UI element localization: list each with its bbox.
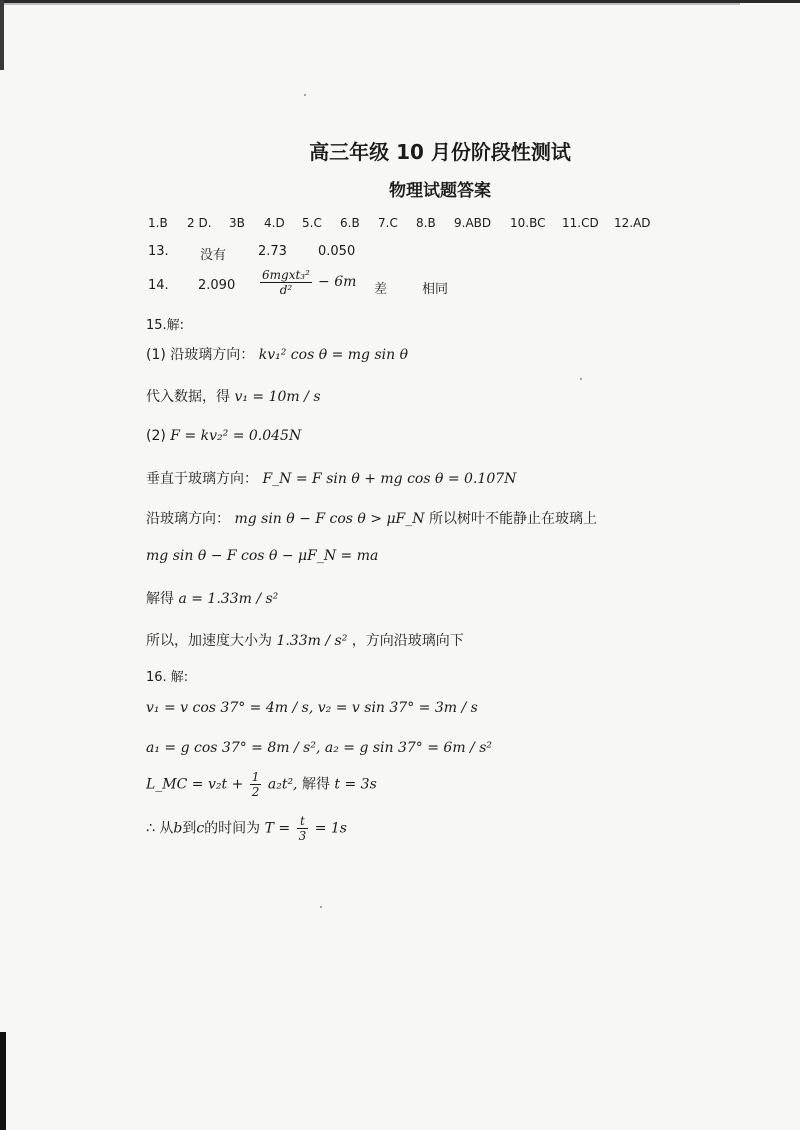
q16-line-4-text-a: ∴ 从 [146, 820, 174, 837]
q16-line-2 [146, 740, 492, 756]
q15-line-2-equation: v₁ = 10m / s [234, 389, 321, 405]
mc-answer: 6.B [340, 216, 360, 230]
q15-line-1-equation: kv₁² cos θ = mg sin θ [258, 347, 409, 363]
q16-line-3-fraction [250, 770, 262, 799]
mc-answer: 1.B [148, 216, 168, 230]
q15-line-5-conclusion: 所以树叶不能静止在玻璃上 [428, 511, 597, 527]
scan-speck [320, 906, 322, 908]
scan-edge-left [0, 0, 4, 70]
q15-line-3-text: (2) [146, 428, 166, 444]
q15-heading: 15.解: [146, 318, 185, 333]
q16-line-3-fraction-numerator: 1 [251, 770, 260, 784]
q14-fraction-denominator: d² [279, 283, 293, 297]
q16-line-2-equation: a₁ = g cos 37° = 8m / s², a₂ = g sin 37° = 6m / s² [146, 740, 493, 756]
q15-line-1-text: (1) 沿玻璃方向： [146, 347, 255, 363]
q15-line-8-conclusion: ，方向沿玻璃向下 [351, 633, 464, 649]
q16-line-3-text: 解得 [301, 776, 330, 793]
scan-speck [304, 94, 306, 96]
q15-line-7-text: 解得 [146, 591, 174, 607]
q16-line-1 [146, 700, 478, 716]
q13-answer-3: 0.050 [318, 244, 356, 259]
q15-line-6 [146, 548, 378, 564]
q15-line-2 [146, 386, 321, 406]
q16-line-3-result: t = 3s [334, 776, 377, 793]
q15-line-2-text: 代入数据，得 [146, 389, 230, 405]
q15-line-6-equation: mg sin θ − F cos θ − μF_N = ma [146, 548, 379, 564]
q15-line-8-text: 所以，加速度大小为 [146, 633, 272, 649]
q16-line-4-fraction-numerator: t [297, 814, 309, 829]
q15-line-5-text: 沿玻璃方向： [146, 511, 230, 527]
q14-answer-1: 2.090 [198, 278, 236, 293]
scan-edge-shadow [0, 3, 740, 13]
q15-line-3-equation: F = kv₂² = 0.045N [170, 428, 302, 444]
q15-line-8 [146, 630, 464, 650]
q15-line-7-equation: a = 1.33m / s² [178, 591, 279, 607]
scan-speck [580, 378, 582, 380]
q16-line-4-fraction [297, 814, 309, 843]
q16-line-3-equation-a: L_MC = v₂t + [146, 776, 244, 793]
q16-line-3 [146, 770, 377, 799]
mc-answer: 10.BC [510, 216, 546, 230]
page-title: 高三年级 10 月份阶段性测试 [309, 140, 571, 164]
q14-answer-3: 差 [374, 282, 388, 297]
mc-answer: 11.CD [562, 216, 599, 230]
q13-number: 13. [148, 244, 169, 259]
q16-line-4-point-c: c [196, 820, 205, 837]
mc-answer: 5.C [302, 216, 322, 230]
q16-line-4-equation-a: T = [264, 820, 291, 837]
q16-line-4-text-b: 到 [182, 820, 197, 837]
q16-line-4-point-b: b [173, 820, 183, 837]
mc-answer: 12.AD [614, 216, 651, 230]
q15-line-4-equation: F_N = F sin θ + mg cos θ = 0.107N [262, 471, 517, 487]
q16-line-4-equation-b: = 1s [314, 820, 347, 837]
q14-answer-4: 相同 [422, 282, 449, 297]
q15-line-4 [146, 468, 516, 488]
mc-answer: 4.D [264, 216, 285, 230]
page-subtitle: 物理试题答案 [389, 181, 491, 201]
mc-answer: 2 D. [187, 216, 212, 230]
q14-fraction [260, 268, 312, 297]
mc-answer: 8.B [416, 216, 436, 230]
q16-line-3-fraction-denominator: 2 [251, 785, 260, 799]
q16-line-1-equation: v₁ = v cos 37° = 4m / s, v₂ = v sin 37° = 3m / s [146, 700, 478, 716]
q15-line-5 [146, 508, 597, 528]
scan-edge-left-bottom [0, 1032, 6, 1130]
q14-number: 14. [148, 278, 169, 293]
q15-line-4-text: 垂直于玻璃方向： [146, 471, 258, 487]
mc-answer: 7.C [378, 216, 398, 230]
q16-line-4-fraction-denominator: 3 [298, 829, 307, 843]
q14-formula-tail: − 6m [318, 274, 357, 290]
q15-line-3 [146, 428, 301, 444]
q13-answer-1: 没有 [200, 248, 227, 263]
mc-answer: 3B [229, 216, 245, 230]
q14-fraction-numerator: 6mgxt₃² [262, 268, 310, 282]
q13-answer-2: 2.73 [258, 244, 287, 259]
q15-line-1 [146, 344, 408, 364]
q14-formula [258, 268, 356, 297]
q16-line-4 [146, 814, 347, 843]
q15-line-5-equation: mg sin θ − F cos θ > μF_N [234, 511, 425, 527]
q15-line-8-equation: 1.33m / s² [276, 633, 348, 649]
q16-heading: 16. 解: [146, 670, 189, 685]
q15-line-7 [146, 588, 278, 608]
q16-line-4-text-c: 的时间为 [204, 820, 261, 837]
q16-line-3-equation-b: a₂t², [267, 776, 298, 793]
mc-answer: 9.ABD [454, 216, 492, 230]
